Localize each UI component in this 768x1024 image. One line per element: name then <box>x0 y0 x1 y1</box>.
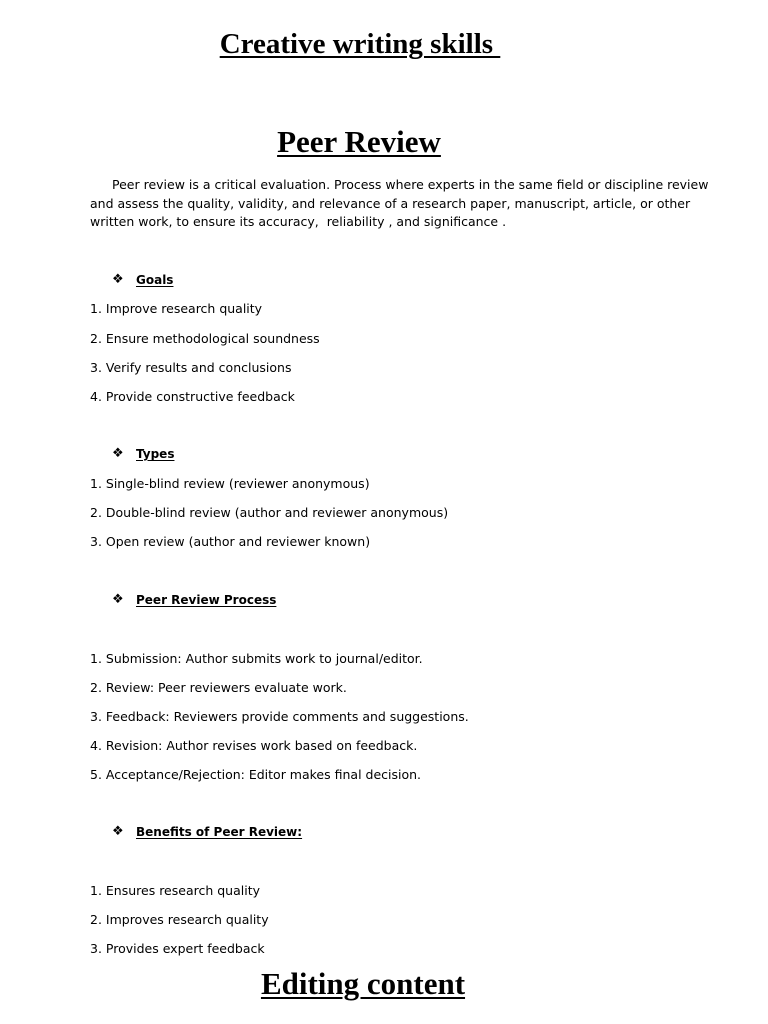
list-item: 2. Double-blind review (author and reviewer anonymous) <box>90 505 449 520</box>
heading-goals <box>112 271 173 289</box>
list-item: 3. Verify results and conclusions <box>90 360 292 375</box>
section-title-editing-content: Editing content <box>260 966 466 1001</box>
list-item: 3. Open review (author and reviewer known) <box>90 534 371 549</box>
list-item: 2. Improves research quality <box>90 912 269 927</box>
list-item: 1. Improve research quality <box>90 301 263 316</box>
document-title: Creative writing skills <box>219 28 501 60</box>
heading-label: Benefits of Peer Review: <box>136 825 303 839</box>
diamond-bullet-icon: ❖ <box>112 824 124 839</box>
heading-peer-review-process <box>112 591 276 609</box>
list-item: 3. Feedback: Reviewers provide comments and suggestions. <box>90 709 469 724</box>
list-item: 1. Submission: Author submits work to journal/editor. <box>90 651 423 666</box>
list-item: 2. Ensure methodological soundness <box>90 331 320 346</box>
list-item: 4. Revision: Author revises work based on feedback. <box>90 738 418 753</box>
diamond-bullet-icon: ❖ <box>112 592 124 607</box>
diamond-bullet-icon: ❖ <box>112 272 124 287</box>
diamond-bullet-icon: ❖ <box>112 446 124 461</box>
intro-paragraph: Peer review is a critical evaluation. Process where experts in the same field or discipline review and assess the quality, validity, and relevance of a research paper, manuscript, article, or other written work, to ensure its accuracy, reliability , and significance . <box>90 177 713 229</box>
list-item: 5. Acceptance/Rejection: Editor makes final decision. <box>90 767 422 782</box>
heading-label: Peer Review Process <box>136 593 277 607</box>
list-item: 1. Single-blind review (reviewer anonymous) <box>90 476 370 491</box>
list-item: 4. Provide constructive feedback <box>90 389 295 404</box>
heading-label: Goals <box>136 273 174 287</box>
list-item: 3. Provides expert feedback <box>90 941 265 956</box>
list-item: 2. Review: Peer reviewers evaluate work. <box>90 680 347 695</box>
heading-benefits <box>112 823 302 841</box>
list-item: 1. Ensures research quality <box>90 883 261 898</box>
section-title-peer-review: Peer Review <box>277 124 441 159</box>
heading-types <box>112 445 174 463</box>
heading-label: Types <box>136 447 175 461</box>
